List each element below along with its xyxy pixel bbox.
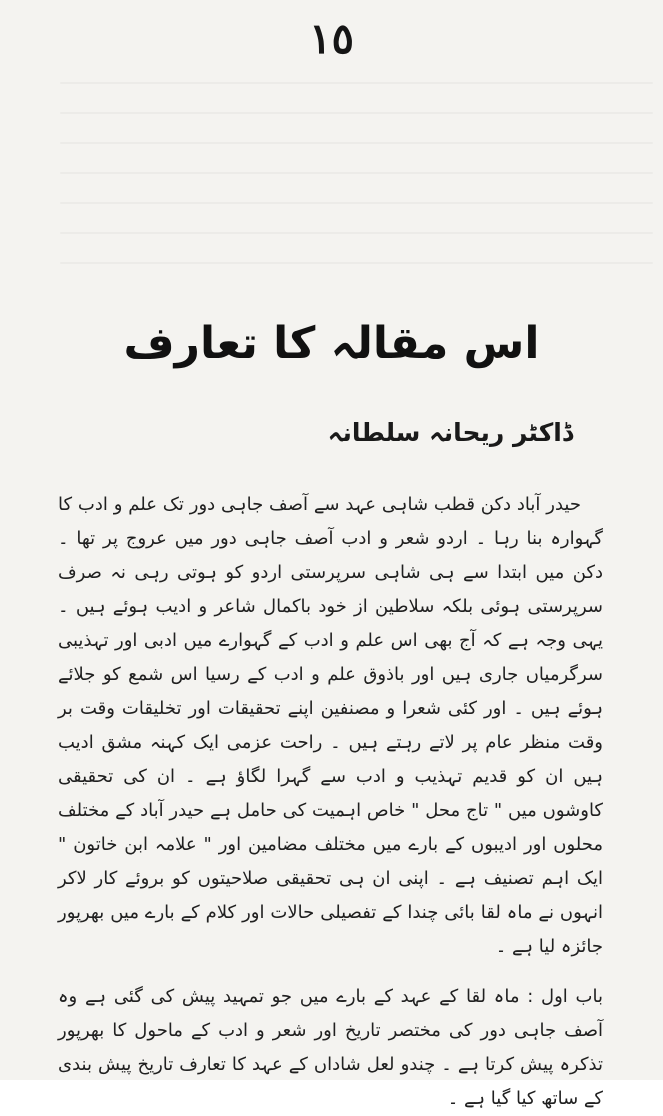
- show-through-line: [60, 262, 653, 264]
- show-through-line: [60, 82, 653, 84]
- show-through-line: [60, 172, 653, 174]
- body-text: [58, 488, 603, 1116]
- show-through-line: [60, 142, 653, 144]
- page-number: ١٥: [308, 14, 355, 63]
- show-through-line: [60, 232, 653, 234]
- paragraph-1: حیدر آباد دکن قطب شاہی عہد سے آصف جاہی دور تک علم و ادب کا گہوارہ بنا رہا ۔ اردو شعر و ادب آصف جاہی دور میں عروج پر تھا ۔ دکن میں ابتدا سے ہی شاہی سرپرستی اردو کو ہوتی رہی نہ صرف سرپرستی ہوئی بلکہ سلاطین از خود باکمال شاعر و ادیب ہوئے ہیں ۔ یہی وجہ ہے کہ آج بھی اس علم و ادب کے گہوارے میں ادبی اور تہذیبی سرگرمیاں جاری ہیں اور باذوق علم و ادب کے رسیا اس شمع کو جلائے ہوئے ہیں ۔ اور کئی شعرا و مصنفین اپنے تحقیقات اور تخلیقات وقت بر وقت منظر عام پر لاتے رہتے ہیں ۔ راحت عزمی ایک کہنہ مشق ادیب ہیں ان کو قدیم تہذیب و ادب سے گہرا لگاؤ ہے ۔ ان کی تحقیقی کاوشوں میں " تاج محل " خاص اہمیت کی حامل ہے حیدر آباد کے مختلف محلوں اور ادیبوں کے بارے میں مختلف مضامین اور " علامہ ابن خاتون " ایک اہم تصنیف ہے ۔ اپنی ان ہی تحقیقی صلاحیتوں کو بروئے کار لاکر انہوں نے ماہ لقا بائی چندا کے تفصیلی حالات اور کلام کے بارے میں بھرپور جائزہ لیا ہے ۔: [58, 494, 603, 957]
- page-title: اس مقالہ کا تعارف: [123, 318, 540, 369]
- show-through-line: [60, 112, 653, 114]
- show-through-line: [60, 202, 653, 204]
- author-name: ڈاکٹر ریحانہ سلطانہ: [327, 418, 573, 447]
- paragraph-2: باب اول : ماہ لقا کے عہد کے بارے میں جو تمہید پیش کی گئی ہے وہ آصف جاہی دور کی مختصر تاریخ اور شعر و ادب کے ماحول کا بھرپور تذکرہ پیش کرتا ہے ۔ چندو لعل شاداں کے عہد کا تعارف تاریخ پیش بندی کے ساتھ کیا گیا ہے ۔: [58, 986, 603, 1109]
